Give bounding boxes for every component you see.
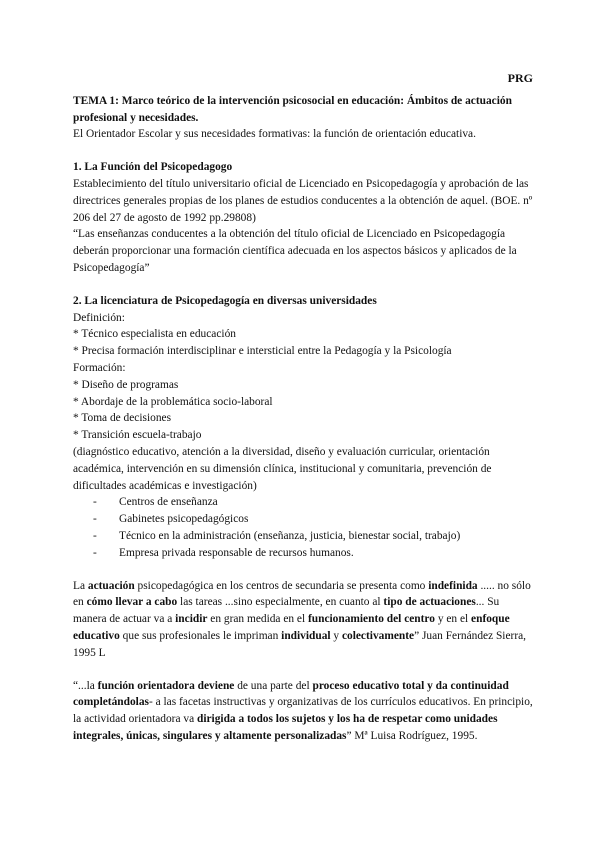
section-1-quote: “Las enseñanzas conducentes a la obtención del título oficial de Licenciado en Psicopedagogía deberán proporcionar una formación científica adecuada en los aspectos básicos y aplicados de la Psicopedagogía” [73, 228, 517, 274]
quote-paragraph-2: “...la función orientadora deviene de una parte del proceso educativo total y da continuidad completándolas- a las facetas instructivas y organizativas de los currículos educativos. En principio, la actividad orientadora va dirigida a todos los sujetos y los ha de respetar como unidades integrales, únicas, singulares y altamente personalizadas” Mª Luisa Rodríguez, 1995. [73, 679, 533, 742]
quote-paragraph-1: La actuación psicopedagógica en los centros de secundaria se presenta como indefinida ..... no sólo en cómo llevar a cabo las tareas ...sino especialmente, en cuanto al tipo de actuaciones... Su manera de actuar va a incidir en gran medida en el funcionamiento del centro y en el enfoque educativo que sus profesionales le impriman individual y colectivamente” Juan Fernández Sierra, 1995 L [73, 579, 531, 659]
list-item: - Centros de enseñanza [73, 494, 533, 511]
training-item: * Abordaje de la problemática socio-laboral [73, 395, 273, 408]
header-code: PRG [507, 71, 533, 85]
training-item: * Diseño de programas [73, 378, 179, 391]
section-1-heading: 1. La Función del Psicopedagogo [73, 161, 233, 174]
functions-note: (diagnóstico educativo, atención a la diversidad, diseño y evaluación curricular, orientación académica, intervención en su dimensión clínica, institucional y comunitaria, prevención de dificultades académicas e investigación) [73, 445, 492, 492]
training-item: * Transición escuela-trabajo [73, 429, 202, 442]
definition-item: * Técnico especialista en educación [73, 328, 236, 341]
training-label: Formación: [73, 361, 126, 374]
definition-item: * Precisa formación interdisciplinar e intersticial entre la Pedagogía y la Psicología [73, 345, 452, 358]
section-1-body: Establecimiento del título universitario oficial de Licenciado en Psicopedagogía y aprobación de las directrices generales propias de los planes de estudios conducentes a la obtención de aquel. (BOE. nº 206 del 27 de agosto de 1992 pp.29808) [73, 177, 533, 224]
section-2-heading: 2. La licenciatura de Psicopedagogía en diversas universidades [73, 294, 377, 307]
list-item: - Técnico en la administración (enseñanza, justicia, bienestar social, trabajo) [73, 528, 533, 545]
definition-label: Definición: [73, 311, 125, 324]
list-item: - Gabinetes psicopedagógicos [73, 511, 533, 528]
subtitle: El Orientador Escolar y sus necesidades formativas: la función de orientación educativa. [73, 128, 476, 141]
workplace-list [73, 494, 533, 561]
training-item: * Toma de decisiones [73, 412, 172, 425]
topic-title: TEMA 1: Marco teórico de la intervención psicosocial en educación: Ámbitos de actuación profesional y necesidades. [73, 94, 512, 124]
document-page [73, 70, 533, 745]
list-item: - Empresa privada responsable de recursos humanos. [73, 545, 533, 562]
